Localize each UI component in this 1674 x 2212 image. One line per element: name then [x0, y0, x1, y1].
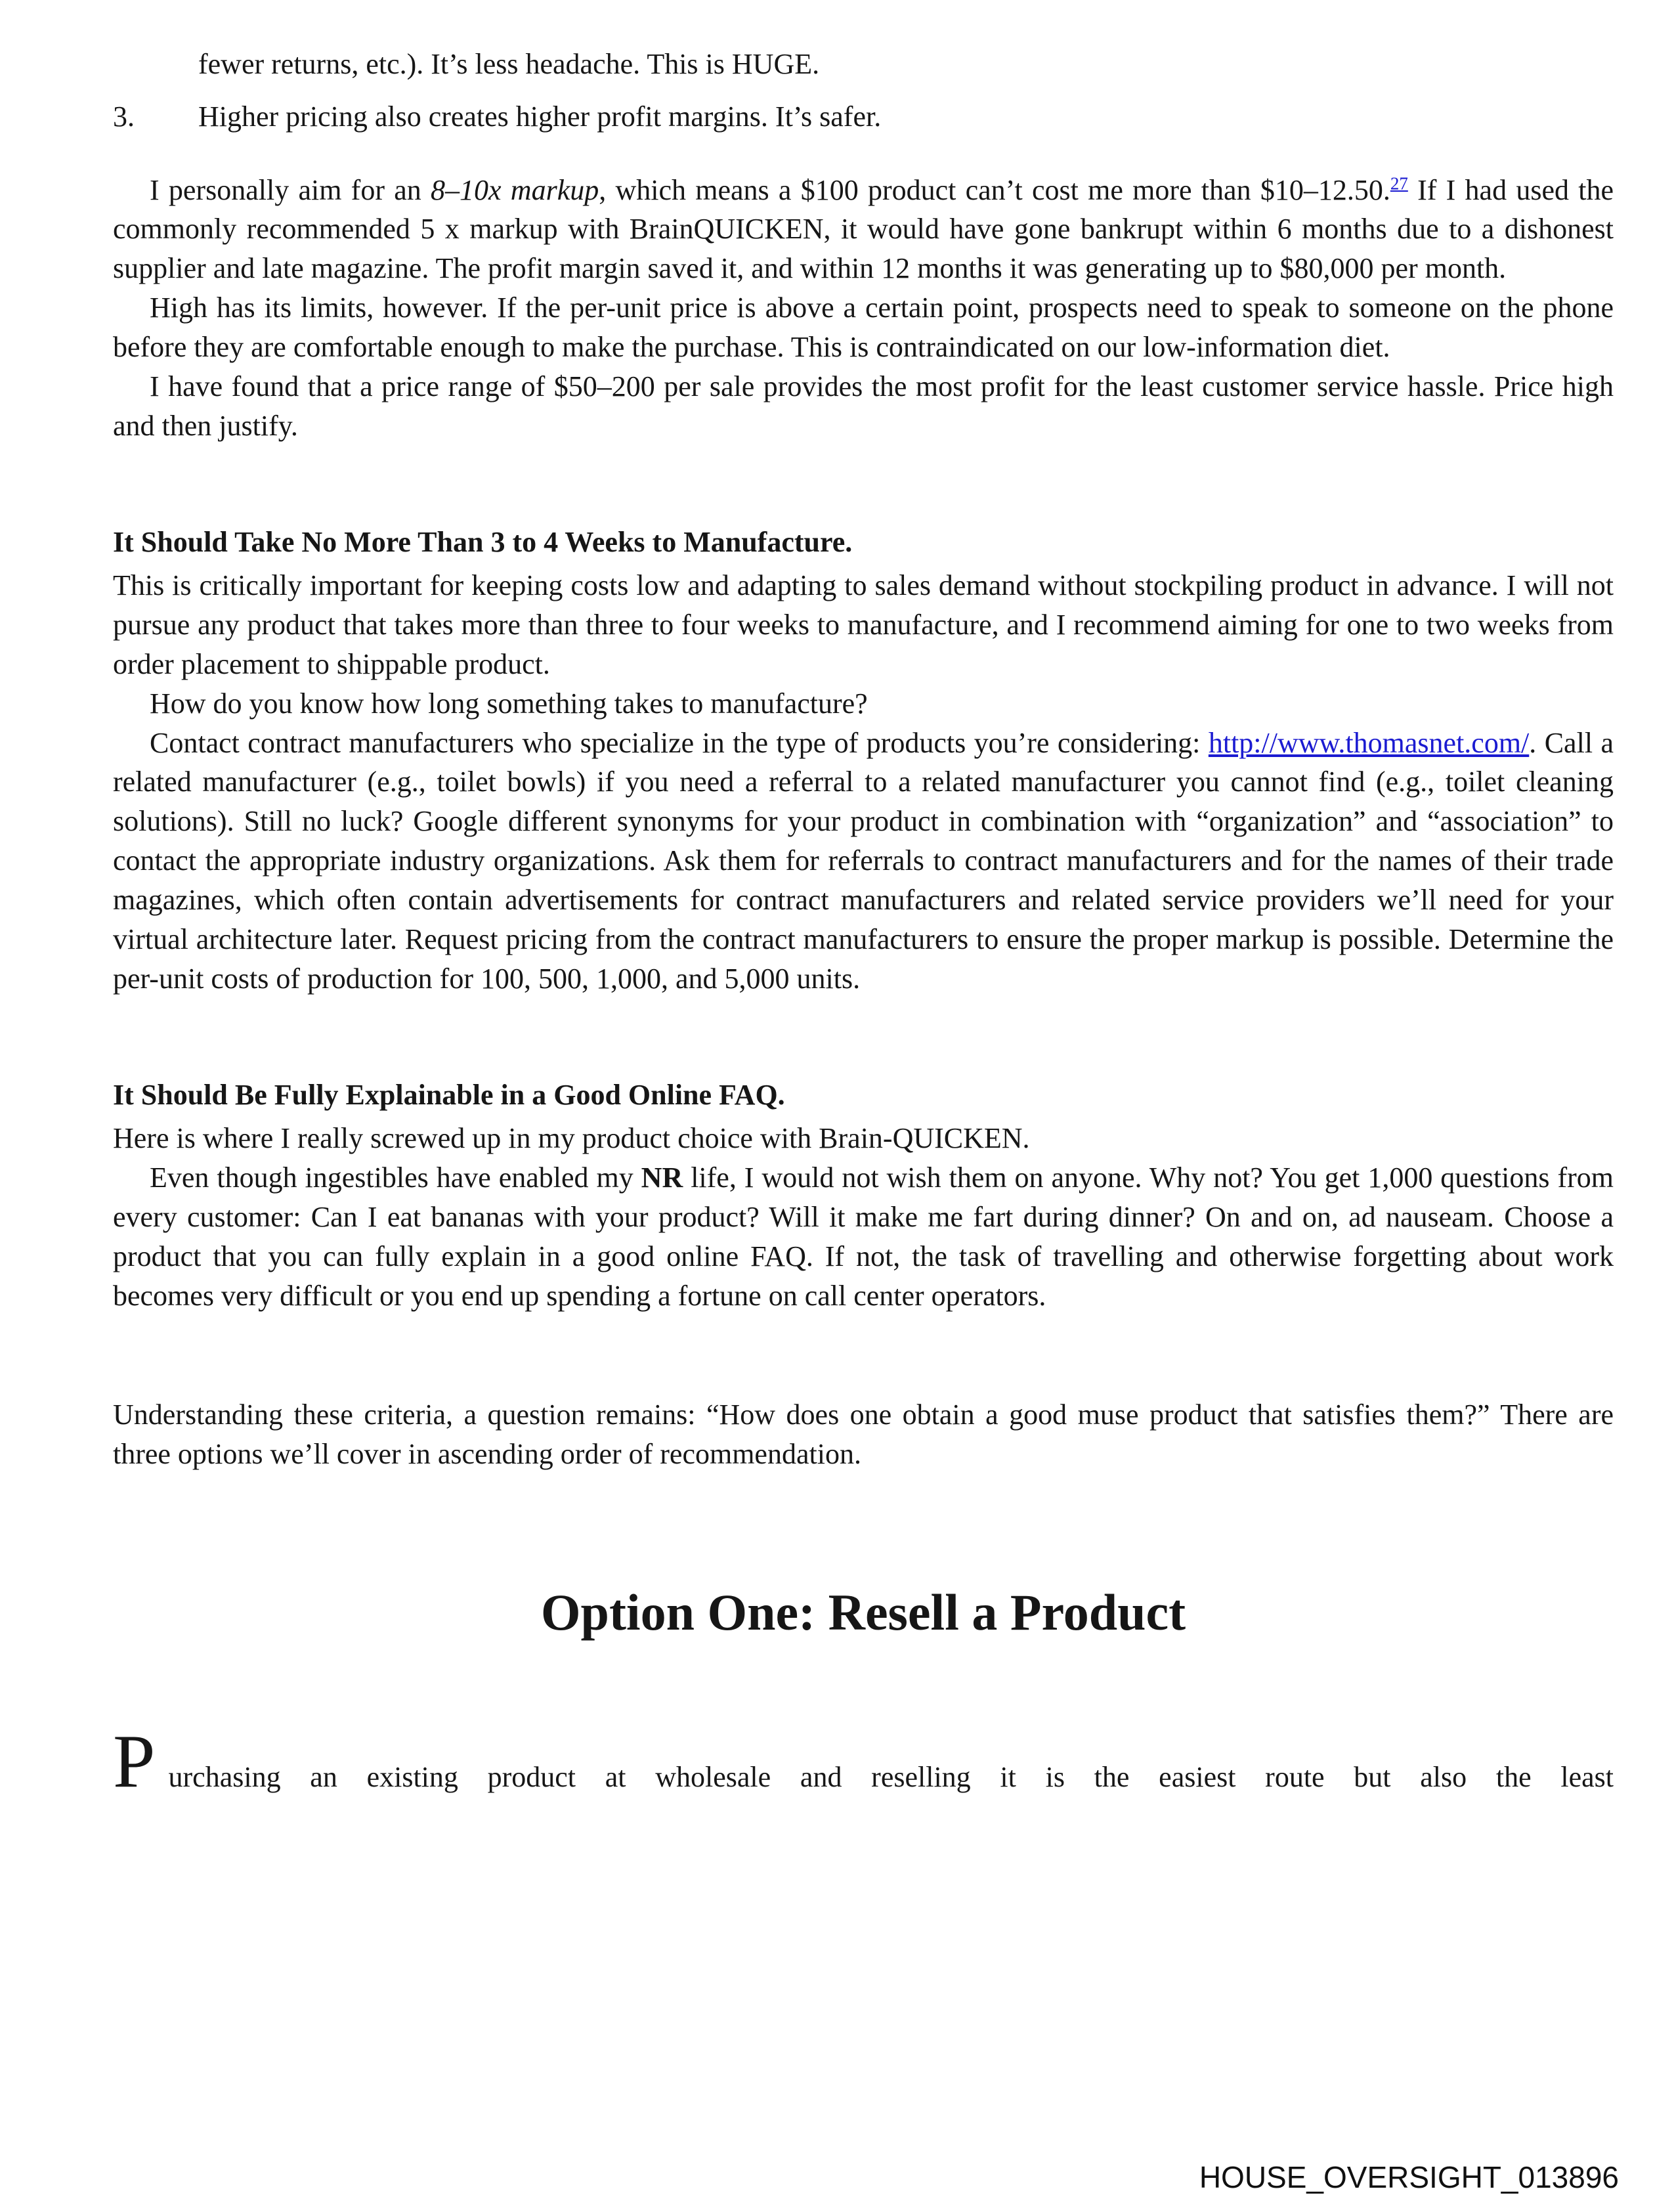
paragraph-contact-manufacturers: Contact contract manufacturers who specialize in the type of products you’re considering: http://www.thomasnet.com/. Call a related manufacturer (e.g., toilet bowls) if you need a referral to a related manufacturer you cannot find (e.g., toilet cleaning solutions). Still no luck? Google different synonyms for your product in combination with “organization” and “association” to contact the appropriate industry organizations. Ask them for referrals to contract manufacturers and for the names of their trade magazines, which often contain advertisements for contract manufacturers and related service providers we’ll need for your virtual architecture later. Request pricing from the contract manufacturers to ensure the proper markup is possible. Determine the per-unit costs of production for 100, 500, 1,000, and 5,000 units. [113, 726, 1614, 995]
list-item-3 [113, 97, 1614, 137]
paragraph-purchasing [113, 1719, 1614, 1804]
paragraph-how-know: How do you know how long something takes to manufacture? [150, 687, 868, 720]
chapter-heading-option-one: Option One: Resell a Product [540, 1584, 1186, 1641]
bates-stamp: HOUSE_OVERSIGHT_013896 [1199, 2160, 1619, 2194]
heading-manufacture-time: It Should Take No More Than 3 to 4 Weeks to Manufacture. [113, 526, 853, 559]
paragraph-understanding-criteria: Understanding these criteria, a question remains: “How does one obtain a good muse product that satisfies them?” There are three options we’ll cover in ascending order of recommendation. [113, 1399, 1614, 1471]
list-item-3-number: 3. [113, 100, 135, 133]
paragraph-screwed-up: Here is where I really screwed up in my product choice with Brain-QUICKEN. [113, 1122, 1030, 1155]
paragraph-ingestibles: Even though ingestibles have enabled my NR life, I would not wish them on anyone. Why not? You get 1,000 questions from every customer: Can I eat bananas with your product? Will it make me fart during dinner? On and on, ad nauseam. Choose a product that you can fully explain in a good online FAQ. If not, the task of travelling and otherwise forgetting about work becomes very difficult or you end up spending a fortune on call center operators. [113, 1161, 1614, 1312]
paragraph-purchasing-text: urchasing an existing product at wholesale and reselling it is the easiest route but also the least [168, 1760, 1614, 1793]
paragraph-markup-aim: I personally aim for an 8–10x markup, which means a $100 product can’t cost me more than $10–12.50.27 If I had used the commonly recommended 5 x markup with BrainQUICKEN, it would have gone bankrupt within 6 months due to a dishonest supplier and late magazine. The profit margin saved it, and within 12 months it was generating up to $80,000 per month. [113, 173, 1614, 285]
thomasnet-hyperlink[interactable]: http://www.thomasnet.com/ [1208, 726, 1530, 759]
paragraph-price-range: I have found that a price range of $50–200 per sale provides the most profit for the least customer service hassle. Price high and then justify. [113, 370, 1614, 442]
paragraph-high-limits: High has its limits, however. If the per-unit price is above a certain point, prospects need to speak to someone on the phone before they are comfortable enough to make the purchase. This is contraindicated on our low-information diet. [113, 292, 1614, 363]
paragraph-manufacture: This is critically important for keeping costs low and adapting to sales demand without stockpiling product in advance. I will not pursue any product that takes more than three to four weeks to manufacture, and I recommend aiming for one to two weeks from order placement to shippable product. [113, 569, 1614, 680]
italic-text: 8–10x markup [431, 173, 599, 206]
bold-text: NR [641, 1161, 683, 1194]
footnote-27-link[interactable]: 27 [1390, 173, 1408, 193]
heading-online-faq: It Should Be Fully Explainable in a Good Online FAQ. [113, 1079, 785, 1112]
list-item-3-text: Higher pricing also creates higher profit margins. It’s safer. [198, 100, 882, 133]
list-item-2-continuation: fewer returns, etc.). It’s less headache. This is HUGE. [198, 48, 820, 80]
drop-cap-letter: P [113, 1719, 156, 1804]
